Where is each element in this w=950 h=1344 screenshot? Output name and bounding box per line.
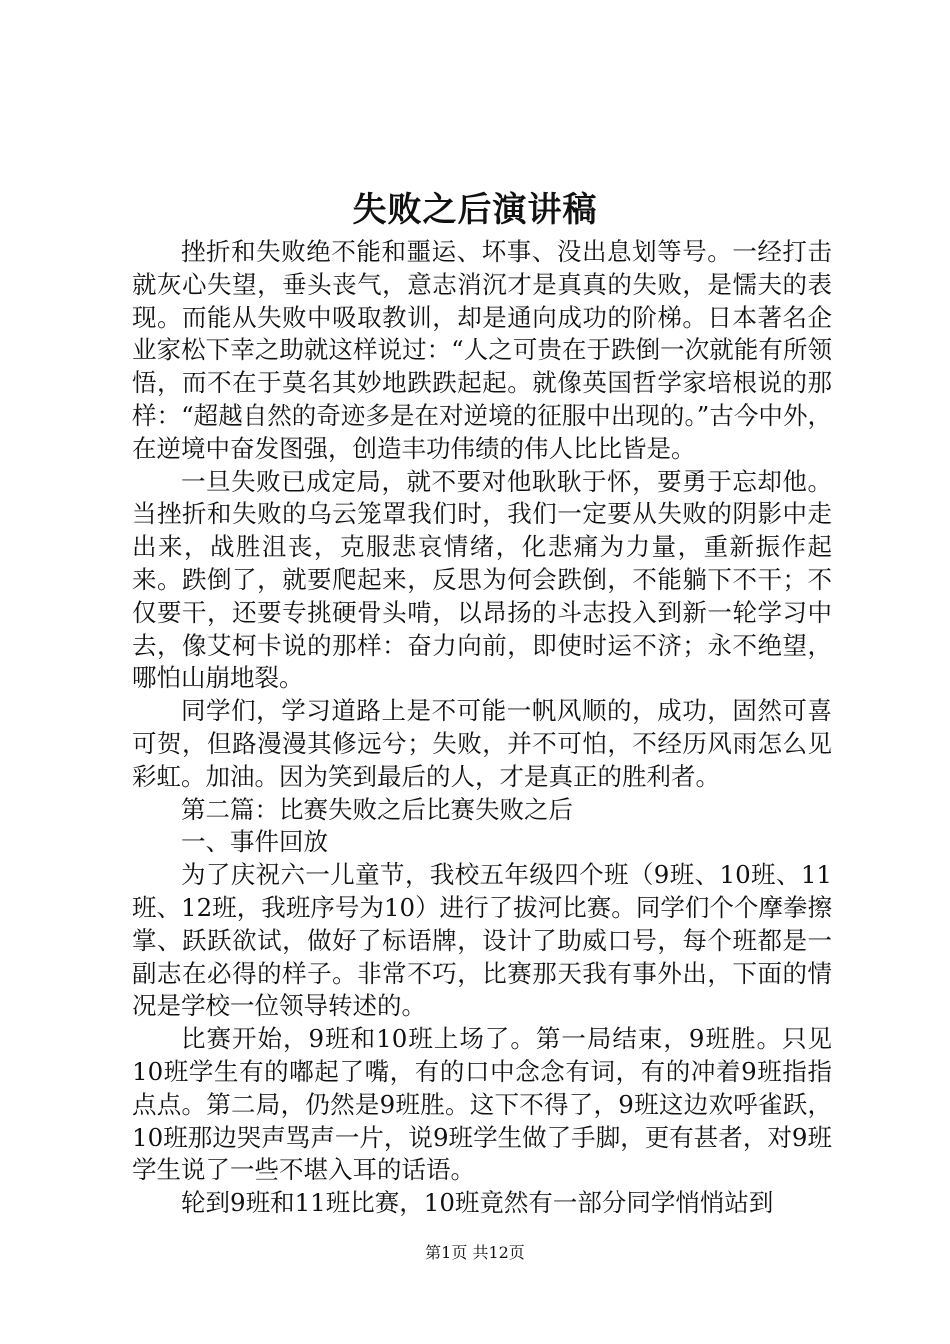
section-heading: 第二篇：比赛失败之后比赛失败之后 xyxy=(181,794,573,824)
document-title: 失败之后演讲稿 xyxy=(352,190,598,230)
subsection-heading: 一、事件回放 xyxy=(181,827,328,857)
paragraph: 轮到9班和11班比赛，10班竟然有一部分同学悄悄站到 xyxy=(181,1188,774,1218)
paragraph: 同学们，学习道路上是不可能一帆风顺的，成功，固然可喜可贺，但路漫漫其修远兮；失败，并不可怕，不经历风雨怎么见彩虹。加油。因为笑到最后的人，才是真正的胜利者。 xyxy=(132,696,832,791)
page-footer: 第1页 共12页 xyxy=(425,1243,525,1262)
paragraph: 一旦失败已成定局，就不要对他耿耿于怀，要勇于忘却他。当挫折和失败的乌云笼罩我们时，我们一定要从失败的阴影中走出来，战胜沮丧，克服悲哀情绪，化悲痛为力量，重新振作起来。跌倒了，就要爬起来，反思为何会跌倒，不能躺下不干；不仅要干，还要专挑硬骨头啃，以昂扬的斗志投入到新一轮学习中去，像艾柯卡说的那样：奋力向前，即使时运不济；永不绝望，哪怕山崩地裂。 xyxy=(132,466,832,693)
paragraph: 为了庆祝六一儿童节，我校五年级四个班（9班、10班、11班、12班，我班序号为10）进行了拔河比赛。同学们个个摩拳擦掌、跃跃欲试，做好了标语牌，设计了助威口号，每个班都是一副志在必得的样子。非常不巧，比赛那天我有事外出，下面的情况是学校一位领导转述的。 xyxy=(132,860,832,1021)
paragraph: 挫折和失败绝不能和噩运、坏事、没出息划等号。一经打击就灰心失望，垂头丧气，意志消沉才是真真的失败，是懦夫的表现。而能从失败中吸取教训，却是通向成功的阶梯。日本著名企业家松下幸之助就这样说过：“人之可贵在于跌倒一次就能有所领悟，而不在于莫名其妙地跌跌起起。就像英国哲学家培根说的那样：“超越自然的奇迹多是在对逆境的征服中出现的。”古今中外，在逆境中奋发图强，创造丰功伟绩的伟人比比皆是。 xyxy=(132,237,832,463)
paragraph: 比赛开始，9班和10班上场了。第一局结束，9班胜。只见10班学生有的嘟起了嘴，有的口中念念有词，有的冲着9班指指点点。第二局，仍然是9班胜。这下不得了，9班这边欢呼雀跃，10班那边哭声骂声一片，说9班学生做了手脚，更有甚者，对9班学生说了一些不堪入耳的话语。 xyxy=(132,1024,832,1185)
document-body xyxy=(132,236,832,1220)
